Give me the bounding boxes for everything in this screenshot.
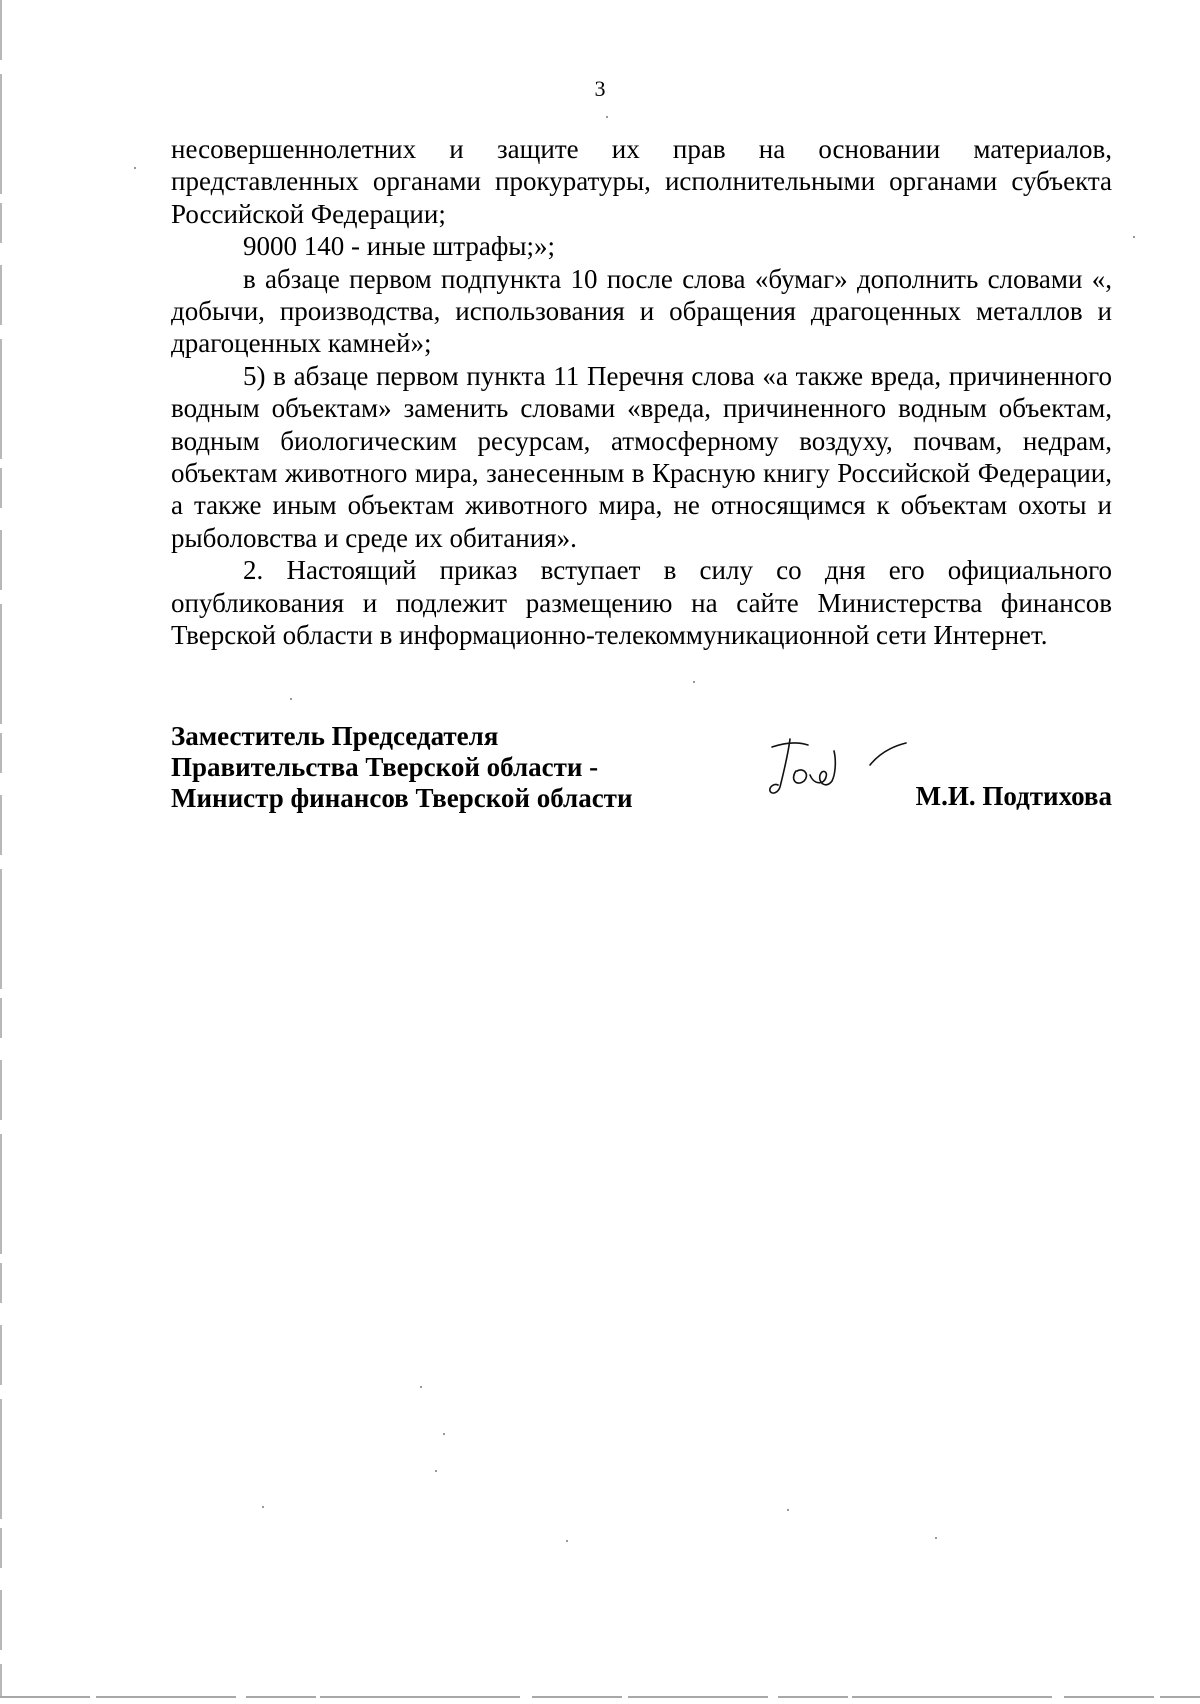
page-number: 3 — [594, 76, 606, 101]
scan-speck — [420, 1386, 422, 1388]
scan-speck — [787, 1509, 789, 1511]
paragraph-continuation: несовершеннолетних и защите их прав на основании материалов, представленных органами прокуратуры, исполнительными органами субъекта Российской Федерации; — [171, 134, 1112, 229]
scan-speck — [435, 1470, 437, 1472]
handwritten-signature — [766, 735, 926, 805]
scan-speck — [443, 1433, 445, 1435]
document-body — [171, 133, 1112, 652]
signatory-name: М.И. Подтихова — [915, 781, 1112, 811]
paragraph-item-5: 5) в абзаце первом пункта 11 Перечня слова «а также вреда, причиненного водным объектам» заменить словами «вреда, причиненного водным объектам, водным биологическим ресурсам, атмосферному воздуху, почвам, недрам, объектам животного мира, занесенным в Красную книгу Российской Федерации, а также иным объектам животного мира, не относящимся к объектам охоты и рыболовства и среде их обитания». — [171, 360, 1112, 553]
paragraph-other-fines: 9000 140 - иные штрафы;»; — [243, 231, 556, 262]
scan-speck — [693, 681, 695, 683]
scan-speck — [134, 167, 136, 169]
scan-speck — [606, 116, 608, 118]
signatory-position — [171, 721, 633, 814]
scan-bottom-edge-marks — [0, 1696, 1200, 1699]
signatory-position-line-1: Заместитель Председателя — [171, 721, 499, 751]
signatory-position-line-2: Правительства Тверской области - — [171, 752, 599, 782]
scan-bottom-edge — [0, 1686, 1200, 1689]
scan-speck — [290, 698, 292, 700]
signatory-position-line-3: Министр финансов Тверской области — [171, 783, 633, 813]
scan-speck — [262, 1506, 264, 1508]
paragraph-entry-into-force: 2. Настоящий приказ вступает в силу со дня его официального опубликования и подлежит размещению на сайте Министерства финансов Тверской области в информационно-телекоммуникационной сети Интернет. — [171, 555, 1112, 651]
scan-speck — [566, 1540, 568, 1542]
scan-left-edge — [0, 0, 3, 1697]
scan-left-edge-marks — [0, 0, 3, 1697]
paragraph-subitem-10: в абзаце первом подпункта 10 после слова «бумаг» дополнить словами «, добычи, производства, использования и обращения драгоценных металлов и драгоценных камней»; — [171, 263, 1112, 359]
scan-speck — [1133, 236, 1135, 238]
scan-speck — [935, 1537, 937, 1539]
